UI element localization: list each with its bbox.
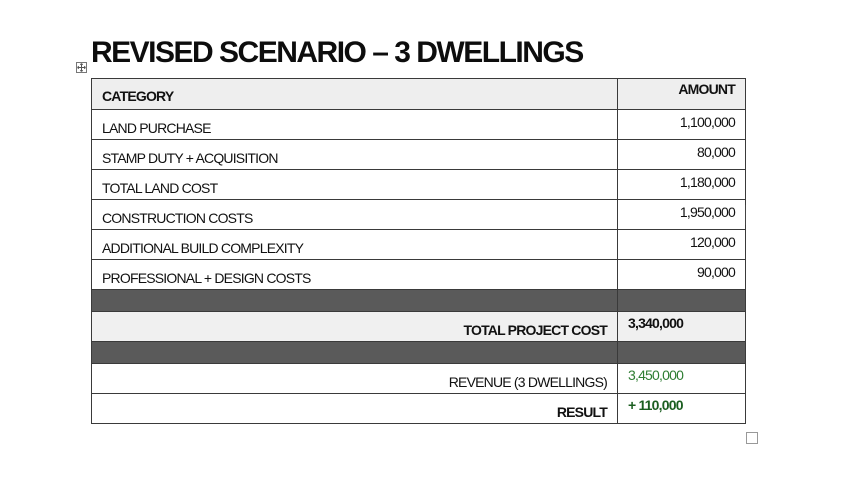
row-amount[interactable]: 1,100,000 <box>618 110 746 140</box>
row-category[interactable]: TOTAL LAND COST <box>92 170 618 200</box>
separator-row <box>92 342 746 364</box>
row-amount[interactable]: 1,180,000 <box>618 170 746 200</box>
table-row <box>92 170 746 200</box>
row-category[interactable]: PROFESSIONAL + DESIGN COSTS <box>92 260 618 290</box>
total-row <box>92 312 746 342</box>
revenue-row <box>92 364 746 394</box>
separator-cell[interactable] <box>618 290 746 312</box>
cost-table <box>91 78 746 424</box>
row-category[interactable]: ADDITIONAL BUILD COMPLEXITY <box>92 230 618 260</box>
row-amount[interactable]: 80,000 <box>618 140 746 170</box>
separator-cell[interactable] <box>92 342 618 364</box>
table-row <box>92 230 746 260</box>
row-category[interactable]: LAND PURCHASE <box>92 110 618 140</box>
table-row <box>92 200 746 230</box>
table-row <box>92 110 746 140</box>
text-cursor <box>745 205 746 225</box>
result-row <box>92 394 746 424</box>
total-label[interactable]: TOTAL PROJECT COST <box>92 312 618 342</box>
row-category[interactable]: STAMP DUTY + ACQUISITION <box>92 140 618 170</box>
row-amount[interactable]: 90,000 <box>618 260 746 290</box>
table-header-row <box>92 79 746 110</box>
separator-cell[interactable] <box>92 290 618 312</box>
revenue-amount[interactable]: 3,450,000 <box>618 364 746 394</box>
revenue-label[interactable]: REVENUE (3 DWELLINGS) <box>92 364 618 394</box>
row-amount[interactable]: 1,950,000 <box>618 200 746 230</box>
header-amount[interactable]: AMOUNT <box>618 79 746 110</box>
total-amount[interactable]: 3,340,000 <box>618 312 746 342</box>
table-move-handle-icon[interactable] <box>76 62 87 73</box>
separator-cell[interactable] <box>618 342 746 364</box>
result-amount[interactable]: + 110,000 <box>618 394 746 424</box>
separator-row <box>92 290 746 312</box>
page-title: REVISED SCENARIO – 3 DWELLINGS <box>91 36 583 69</box>
header-category[interactable]: CATEGORY <box>92 79 618 110</box>
row-amount[interactable]: 120,000 <box>618 230 746 260</box>
table-row <box>92 260 746 290</box>
table-resize-handle[interactable] <box>746 432 758 444</box>
result-label[interactable]: RESULT <box>92 394 618 424</box>
table-row <box>92 140 746 170</box>
row-category[interactable]: CONSTRUCTION COSTS <box>92 200 618 230</box>
